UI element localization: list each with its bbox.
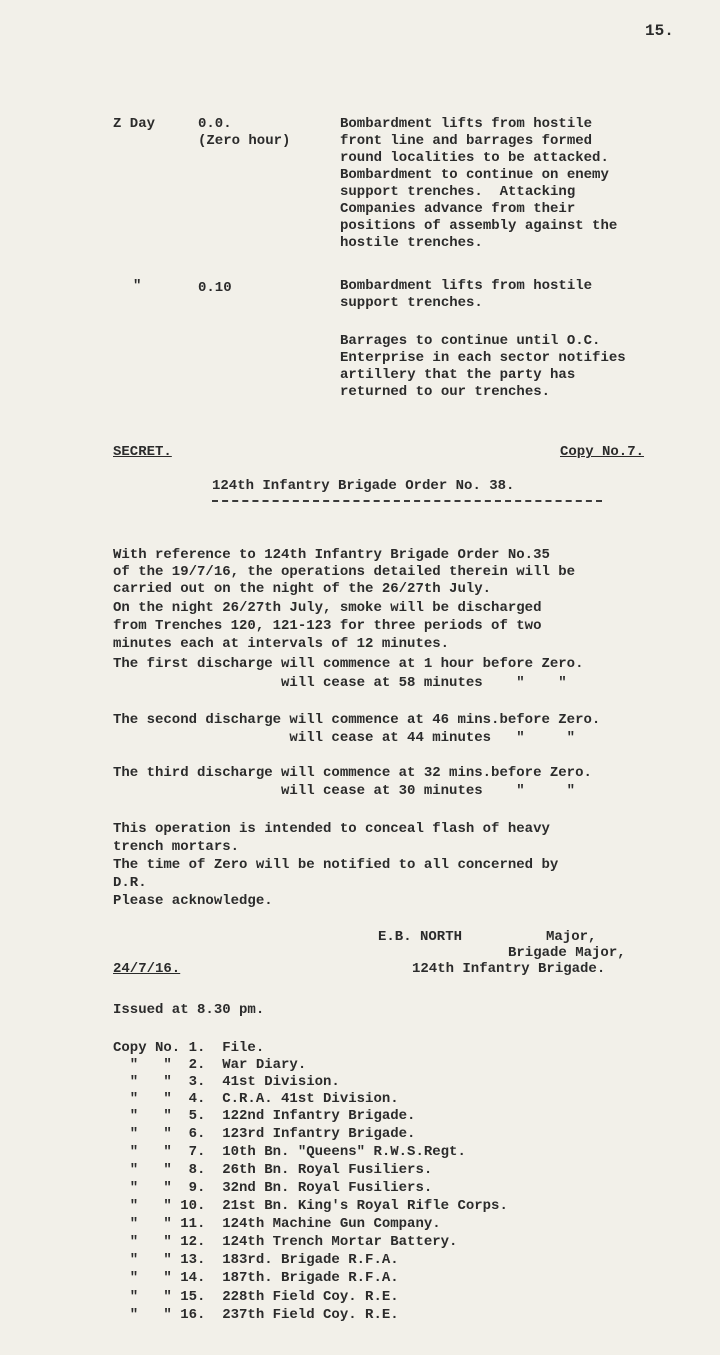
list-item: " " 15. 228th Field Coy. R.E. (113, 1289, 399, 1305)
order-date: 24/7/16. (113, 961, 181, 977)
body-line: will cease at 58 minutes " " (113, 675, 567, 691)
list-item: " " 8. 26th Bn. Royal Fusiliers. (113, 1162, 433, 1178)
order-title: 124th Infantry Brigade Order No. 38. (212, 478, 515, 494)
list-item: " " 5. 122nd Infantry Brigade. (113, 1108, 416, 1124)
schedule-line: support trenches. (340, 295, 483, 311)
body-line: This operation is intended to conceal flash of heavy (113, 821, 550, 837)
list-item: " " 13. 183rd. Brigade R.F.A. (113, 1252, 399, 1268)
schedule-line: positions of assembly against the (340, 218, 618, 234)
schedule-line: returned to our trenches. (340, 384, 551, 400)
signature-name: E.B. NORTH Major, (378, 929, 597, 945)
body-line: The time of Zero will be notified to all concerned by (113, 857, 559, 873)
list-item: " " 6. 123rd Infantry Brigade. (113, 1126, 416, 1142)
signature-title: Brigade Major, (508, 945, 626, 961)
body-line: from Trenches 120, 121-123 for three periods of two (113, 618, 542, 634)
schedule-time-note: (Zero hour) (198, 133, 291, 149)
body-line: D.R. (113, 875, 147, 891)
list-item: " " 10. 21st Bn. King's Royal Rifle Corps. (113, 1198, 508, 1214)
schedule-line: Barrages to continue until O.C. (340, 333, 601, 349)
list-item: " " 7. 10th Bn. "Queens" R.W.S.Regt. (113, 1144, 466, 1160)
body-line: trench mortars. (113, 839, 240, 855)
schedule-day: Z Day (113, 116, 156, 132)
schedule-line: hostile trenches. (340, 235, 483, 251)
second-discharge-line: The second discharge will commence at 46 mins.before Zero. (113, 712, 601, 728)
schedule-line: artillery that the party has (340, 367, 576, 383)
body-line: of the 19/7/16, the operations detailed therein will be (113, 564, 576, 580)
schedule-line: Bombardment lifts from hostile (340, 116, 593, 132)
body-line: On the night 26/27th July, smoke will be discharged (113, 600, 542, 616)
schedule-line: Bombardment to continue on enemy (340, 167, 609, 183)
list-item: " " 2. War Diary. (113, 1057, 307, 1073)
signature-unit: 124th Infantry Brigade. (412, 961, 606, 977)
list-item: " " 12. 124th Trench Mortar Battery. (113, 1234, 458, 1250)
third-discharge-line: The third discharge will commence at 32 mins.before Zero. (113, 765, 592, 781)
schedule-time: 0.0. (198, 116, 232, 132)
list-item: " " 3. 41st Division. (113, 1074, 340, 1090)
list-item: Copy No. 1. File. (113, 1040, 265, 1056)
list-item: " " 16. 237th Field Coy. R.E. (113, 1307, 399, 1323)
page-number: 15. (645, 22, 674, 40)
second-discharge-cease: will cease at 44 minutes " " (113, 730, 576, 746)
secret-label: SECRET. (113, 444, 172, 460)
body-line: minutes each at intervals of 12 minutes. (113, 636, 450, 652)
body-line: carried out on the night of the 26/27th July. (113, 581, 492, 597)
list-item: " " 4. C.R.A. 41st Division. (113, 1091, 399, 1107)
body-line: Please acknowledge. (113, 893, 273, 909)
schedule-line: round localities to be attacked. (340, 150, 609, 166)
schedule-line: Companies advance from their (340, 201, 576, 217)
body-line: With reference to 124th Infantry Brigade Order No.35 (113, 547, 550, 563)
schedule-ditto: " (133, 278, 142, 294)
body-line: The first discharge will commence at 1 hour before Zero. (113, 656, 584, 672)
third-discharge-cease: will cease at 30 minutes " " (113, 783, 576, 799)
schedule-line: Bombardment lifts from hostile (340, 278, 593, 294)
schedule-line: front line and barrages formed (340, 133, 593, 149)
list-item: " " 9. 32nd Bn. Royal Fusiliers. (113, 1180, 433, 1196)
schedule-time-2: 0.10 (198, 280, 232, 296)
list-item: " " 11. 124th Machine Gun Company. (113, 1216, 441, 1232)
copy-number: Copy No.7. (560, 444, 645, 460)
list-item: " " 14. 187th. Brigade R.F.A. (113, 1270, 399, 1286)
issued-time: Issued at 8.30 pm. (113, 1002, 265, 1018)
schedule-line: Enterprise in each sector notifies (340, 350, 626, 366)
schedule-line: support trenches. Attacking (340, 184, 576, 200)
title-rule (212, 500, 602, 502)
